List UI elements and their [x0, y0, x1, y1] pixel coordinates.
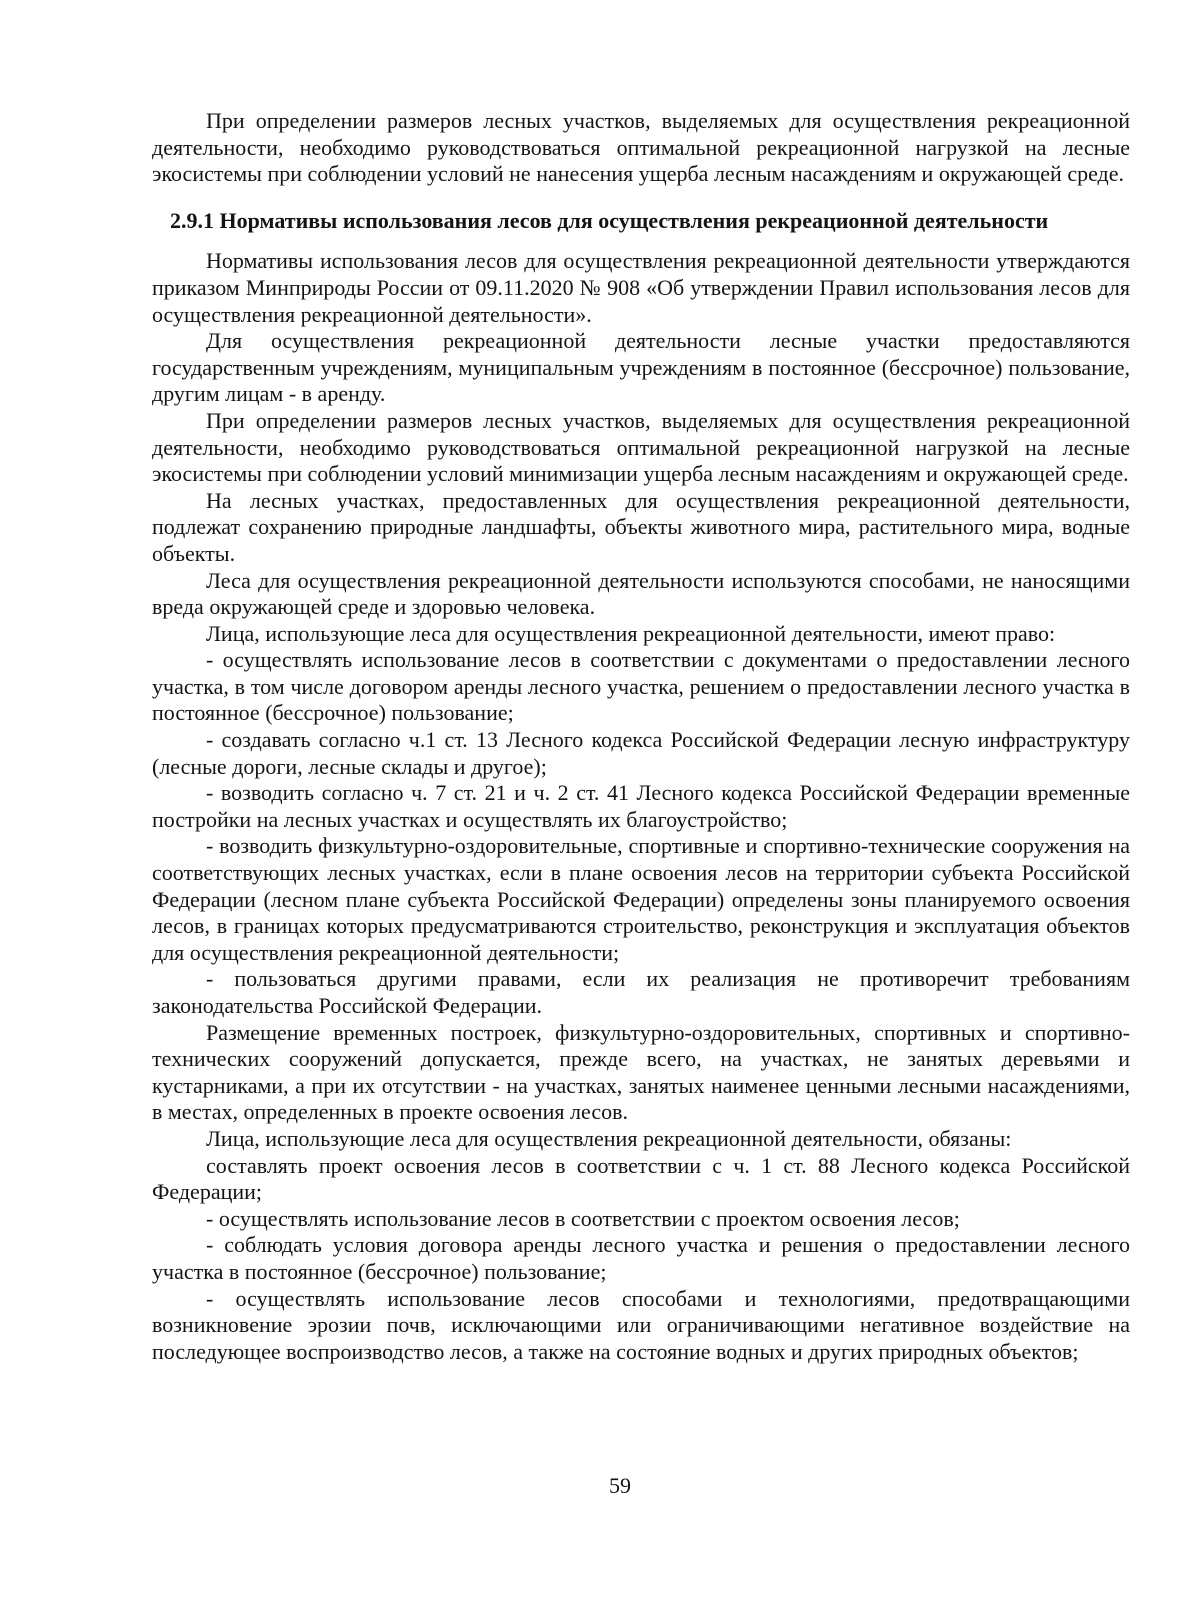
list-item: составлять проект освоения лесов в соответствии с ч. 1 ст. 88 Лесного кодекса Российской Федерации;	[152, 1152, 1130, 1205]
list-item: - осуществлять использование лесов в соответствии с документами о предоставлении лесного участка, в том числе договором аренды лесного участка, решением о предоставлении лесного участка в постоянное (бессрочное) пользование;	[152, 647, 1130, 726]
intro-paragraph: При определении размеров лесных участков, выделяемых для осуществления рекреационной деятельности, необходимо руководствоваться оптимальной рекреационной нагрузкой на лесные экосистемы при соблюдении условий не нанесения ущерба лесным насаждениям и окружающей среде.	[152, 108, 1130, 187]
paragraph: Для осуществления рекреационной деятельности лесные участки предоставляются государственным учреждениям, муниципальным учреждениям в постоянное (бессрочное) пользование, другим лицам - в аренду.	[152, 328, 1130, 407]
section-heading: 2.9.1 Нормативы использования лесов для осуществления рекреационной деятельности	[170, 207, 1049, 233]
paragraph: Лица, использующие леса для осуществления рекреационной деятельности, обязаны:	[206, 1125, 1012, 1151]
list-item: - создавать согласно ч.1 ст. 13 Лесного кодекса Российской Федерации лесную инфраструктуру (лесные дороги, лесные склады и другое);	[152, 727, 1130, 779]
paragraph: Лица, использующие леса для осуществления рекреационной деятельности, имеют право:	[206, 620, 1056, 646]
paragraph: На лесных участках, предоставленных для осуществления рекреационной деятельности, подлежат сохранению природные ландшафты, объекты животного мира, растительного мира, водные объекты.	[152, 487, 1130, 566]
paragraph: Размещение временных построек, физкультурно-оздоровительных, спортивных и спортивно-технических сооружений допускается, прежде всего, на участках, не занятых деревьями и кустарниками, а при их отсутствии - на участках, занятых наименее ценными лесными насаждениями, в местах, определенных в проекте освоения лесов.	[152, 1019, 1130, 1125]
paragraph: Леса для осуществления рекреационной деятельности используются способами, не наносящими вреда окружающей среде и здоровью человека.	[152, 567, 1130, 620]
list-item: - пользоваться другими правами, если их реализация не противоречит требованиям законодательства Российской Федерации.	[152, 966, 1130, 1018]
list-item: - возводить физкультурно-оздоровительные, спортивные и спортивно-технические сооружения на соответствующих лесных участках, если в плане освоения лесов на территории субъекта Российской Федерации (лесном плане субъекта Российской Федерации) определены зоны планируемого освоения лесов, в границах которых предусматриваются строительство, реконструкция и эксплуатация объектов для осуществления рекреационной деятельности;	[152, 833, 1130, 965]
list-item: - соблюдать условия договора аренды лесного участка и решения о предоставлении лесного участка в постоянное (бессрочное) пользование;	[152, 1232, 1130, 1284]
document-body	[152, 108, 1130, 1365]
list-item: - осуществлять использование лесов в соответствии с проектом освоения лесов;	[206, 1205, 960, 1231]
paragraph: Нормативы использования лесов для осуществления рекреационной деятельности утверждаются приказом Минприроды России от 09.11.2020 № 908 «Об утверждении Правил использования лесов для осуществления рекреационной деятельности».	[152, 248, 1130, 327]
paragraph: При определении размеров лесных участков, выделяемых для осуществления рекреационной деятельности, необходимо руководствоваться оптимальной рекреационной нагрузкой на лесные экосистемы при соблюдении условий минимизации ущерба лесным насаждениям и окружающей среде.	[152, 407, 1130, 487]
list-item: - возводить согласно ч. 7 ст. 21 и ч. 2 ст. 41 Лесного кодекса Российской Федерации временные постройки на лесных участках и осуществлять их благоустройство;	[152, 780, 1130, 832]
page-number: 59	[609, 1473, 631, 1498]
list-item: - осуществлять использование лесов способами и технологиями, предотвращающими возникновение эрозии почв, исключающими или ограничивающими негативное воздействие на последующее воспроизводство лесов, а также на состояние водных и других природных объектов;	[152, 1285, 1130, 1364]
